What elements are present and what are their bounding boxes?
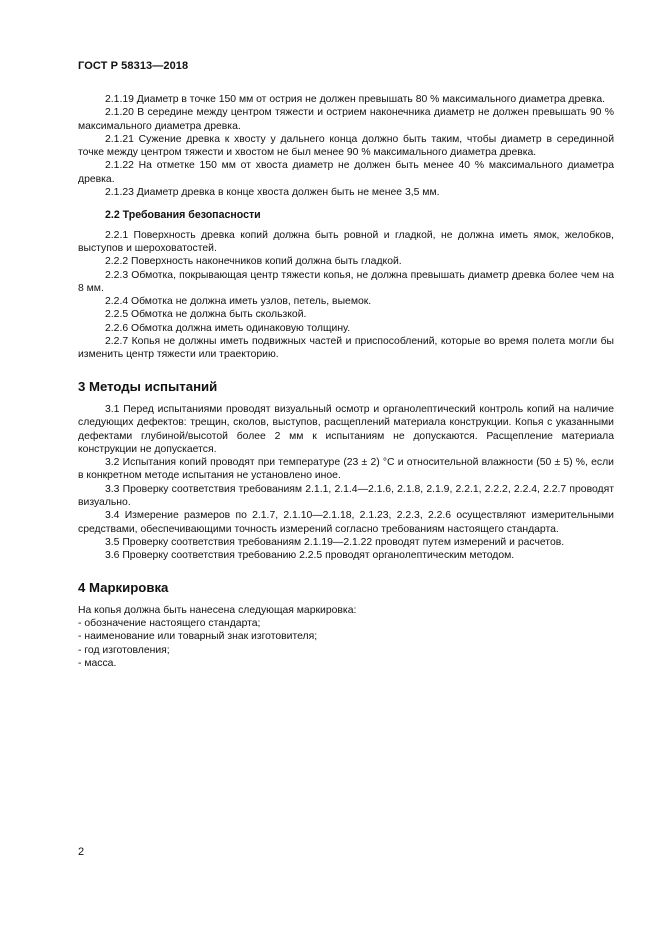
paragraph-2-2-4: 2.2.4 Обмотка не должна иметь узлов, петель, выемок.	[105, 296, 372, 308]
paragraph-2-2-5: 2.2.5 Обмотка не должна быть скользкой.	[105, 309, 307, 321]
paragraph-2-1-19: 2.1.19 Диаметр в точке 150 мм от острия не должен превышать 80 % максимального диаметра древка.	[105, 94, 606, 105]
marking-list-item: - год изготовления;	[78, 644, 170, 656]
paragraph-2-2-6: 2.2.6 Обмотка должна иметь одинаковую толщину.	[105, 322, 351, 334]
paragraph-3-2: 3.2 Испытания копий проводят при температуре (23 ± 2) °С и относительной влажности (50 ± 5) %, если в конкретном методе испытания не установлено иное.	[78, 457, 614, 482]
paragraph-3-1: 3.1 Перед испытаниями проводят визуальный осмотр и органолептический контроль копий на наличие следующих дефектов: трещин, сколов, выступов, расщеплений материала конструкции. Копья с указанными дефектами глубиной/высотой более 2 мм к испытаниям не допускаются. Расщепление материала конструкции не допускается.	[78, 403, 614, 455]
page-number: 2	[78, 846, 85, 858]
paragraph-2-1-22: 2.1.22 На отметке 150 мм от хвоста диаметр не должен быть менее 40 % максимального диаметра древка.	[78, 160, 614, 185]
standard-code-header: ГОСТ Р 58313—2018	[78, 60, 189, 72]
marking-list-item: - масса.	[78, 657, 117, 669]
paragraph-2-2-3: 2.2.3 Обмотка, покрывающая центр тяжести копья, не должна превышать диаметр древка более чем на 8 мм.	[78, 269, 614, 294]
subsection-heading-2-2: 2.2 Требования безопасности	[105, 209, 261, 222]
marking-intro: На копья должна быть нанесена следующая маркировка:	[78, 604, 357, 616]
paragraph-2-1-23: 2.1.23 Диаметр древка в конце хвоста должен быть не менее 3,5 мм.	[105, 187, 440, 199]
paragraph-2-1-21: 2.1.21 Сужение древка к хвосту у дальнего конца должно быть таким, чтобы диаметр в серединной точке между центром тяжести и хвостом не был менее 90 % максимального диаметра древка.	[78, 133, 614, 159]
paragraph-3-4: 3.4 Измерение размеров по 2.1.7, 2.1.10—2.1.18, 2.1.23, 2.2.3, 2.2.6 осуществляют измерительными средствами, обеспечивающими точность измерений согласно требованиям настоящего стандарта.	[78, 510, 614, 535]
paragraph-3-5: 3.5 Проверку соответствия требованиям 2.1.19—2.1.22 проводят путем измерений и расчетов.	[105, 536, 565, 548]
paragraph-2-2-2: 2.2.2 Поверхность наконечников копий должна быть гладкой.	[105, 256, 402, 268]
paragraph-3-3: 3.3 Проверку соответствия требованиям 2.1.1, 2.1.4—2.1.6, 2.1.8, 2.1.9, 2.2.1, 2.2.2, 2.2.4, 2.2.7 проводят визуально.	[78, 483, 614, 509]
paragraph-2-1-20: 2.1.20 В середине между центром тяжести и острием наконечника диаметр не должен превышать 90 % максимального диаметра древка.	[78, 107, 614, 132]
section-heading-3: 3 Методы испытаний	[78, 378, 218, 394]
marking-list-item: - наименование или товарный знак изготовителя;	[78, 631, 318, 643]
document-body	[78, 93, 614, 670]
paragraph-2-2-7: 2.2.7 Копья не должны иметь подвижных частей и приспособлений, которые во время полета могли бы изменить центр тяжести или траекторию.	[78, 336, 614, 361]
paragraph-2-2-1: 2.2.1 Поверхность древка копий должна быть ровной и гладкой, не должна иметь ямок, желобков, выступов и шероховатостей.	[78, 229, 614, 254]
marking-list-item: - обозначение настоящего стандарта;	[78, 618, 261, 630]
paragraph-3-6: 3.6 Проверку соответствия требованию 2.2.5 проводят органолептическим методом.	[105, 550, 515, 562]
section-heading-4: 4 Маркировка	[78, 579, 169, 595]
